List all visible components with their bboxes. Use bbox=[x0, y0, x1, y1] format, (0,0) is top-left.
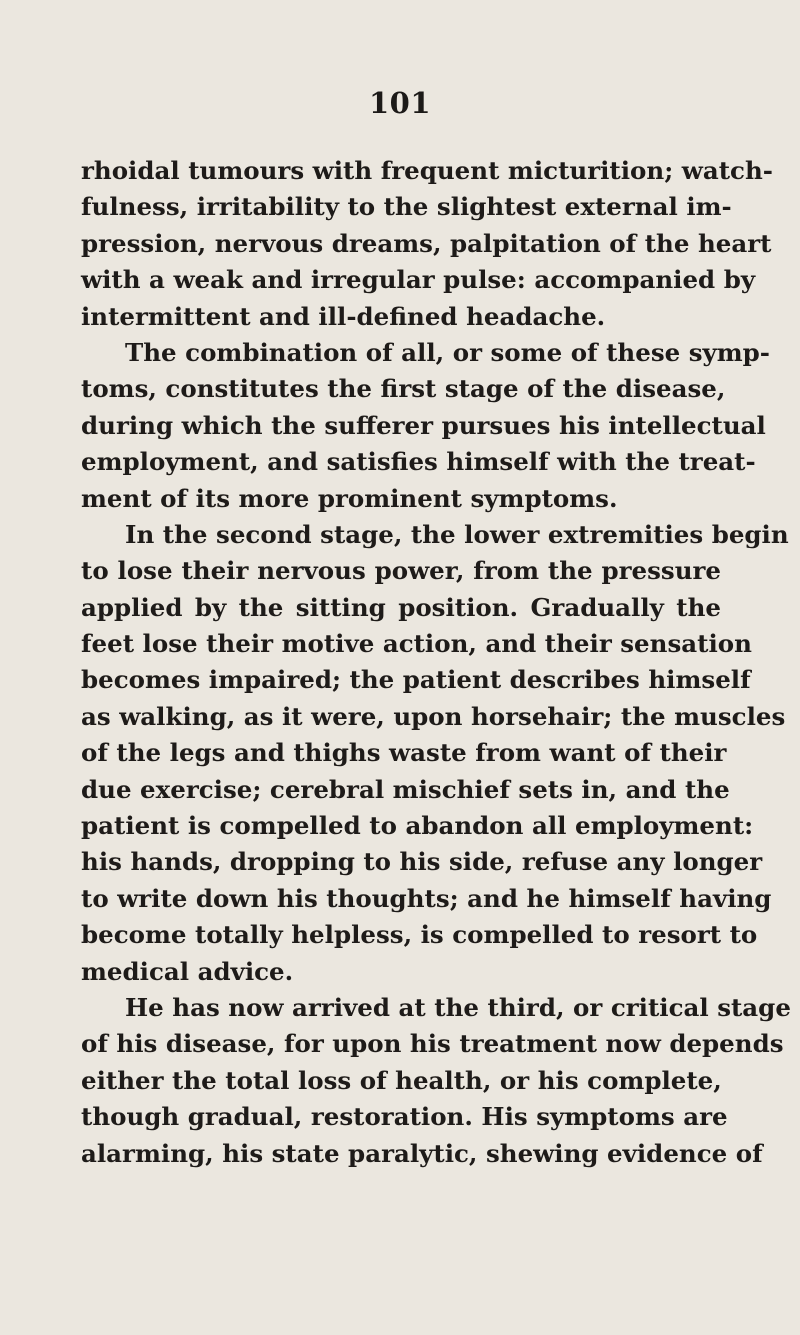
text-line: of his disease, for upon his treatment now depends bbox=[81, 1029, 784, 1059]
text-line: rhoidal tumours with frequent micturition; watch- bbox=[81, 156, 773, 185]
text-line: The combination of all, or some of these symp- bbox=[125, 337, 770, 367]
text-line: to lose their nervous power, from the pressure bbox=[81, 556, 721, 586]
text-line: applied by the sitting position. Gradually the bbox=[81, 592, 721, 622]
text-line: intermittent and ill-defined headache. bbox=[81, 301, 606, 331]
text-line: pression, nervous dreams, palpitation of the heart bbox=[81, 228, 772, 258]
text-line: of the legs and thighs waste from want of their bbox=[81, 738, 727, 768]
paragraph-second-stage bbox=[81, 517, 789, 990]
paragraph-third-stage bbox=[81, 990, 791, 1172]
text-line: due exercise; cerebral mischief sets in, and the bbox=[81, 774, 730, 804]
text-line: alarming, his state paralytic, shewing evidence of bbox=[81, 1138, 763, 1168]
text-line: becomes impaired; the patient describes himself bbox=[81, 665, 751, 695]
text-line: employment, and satisfies himself with the treat- bbox=[81, 447, 756, 477]
text-line: ment of its more prominent symptoms. bbox=[81, 483, 618, 513]
text-line: fulness, irritability to the slightest external im- bbox=[81, 192, 732, 222]
paragraph-first-stage bbox=[81, 335, 770, 517]
text-line: patient is compelled to abandon all employment: bbox=[81, 811, 754, 841]
text-line: In the second stage, the lower extremities begin bbox=[125, 519, 789, 549]
text-line: medical advice. bbox=[81, 956, 294, 986]
text-line: with a weak and irregular pulse: accompanied by bbox=[81, 265, 756, 295]
text-line: his hands, dropping to his side, refuse any longer bbox=[81, 847, 763, 877]
body-text bbox=[81, 153, 791, 1172]
page-number: 101 bbox=[368, 86, 432, 120]
text-line: either the total loss of health, or his complete, bbox=[81, 1065, 722, 1095]
text-line: though gradual, restoration. His symptoms are bbox=[81, 1102, 728, 1132]
text-line: He has now arrived at the third, or critical stage bbox=[125, 992, 791, 1022]
text-line: become totally helpless, is compelled to resort to bbox=[81, 920, 758, 950]
text-line: during which the sufferer pursues his intellectual bbox=[81, 410, 766, 440]
text-line: feet lose their motive action, and their sensation bbox=[81, 629, 752, 659]
paragraph-symptoms-continued bbox=[81, 153, 773, 335]
text-line: as walking, as it were, upon horsehair; the muscles bbox=[81, 701, 786, 731]
text-line: toms, constitutes the first stage of the disease, bbox=[81, 374, 726, 404]
text-line: to write down his thoughts; and he himself having bbox=[81, 883, 772, 913]
